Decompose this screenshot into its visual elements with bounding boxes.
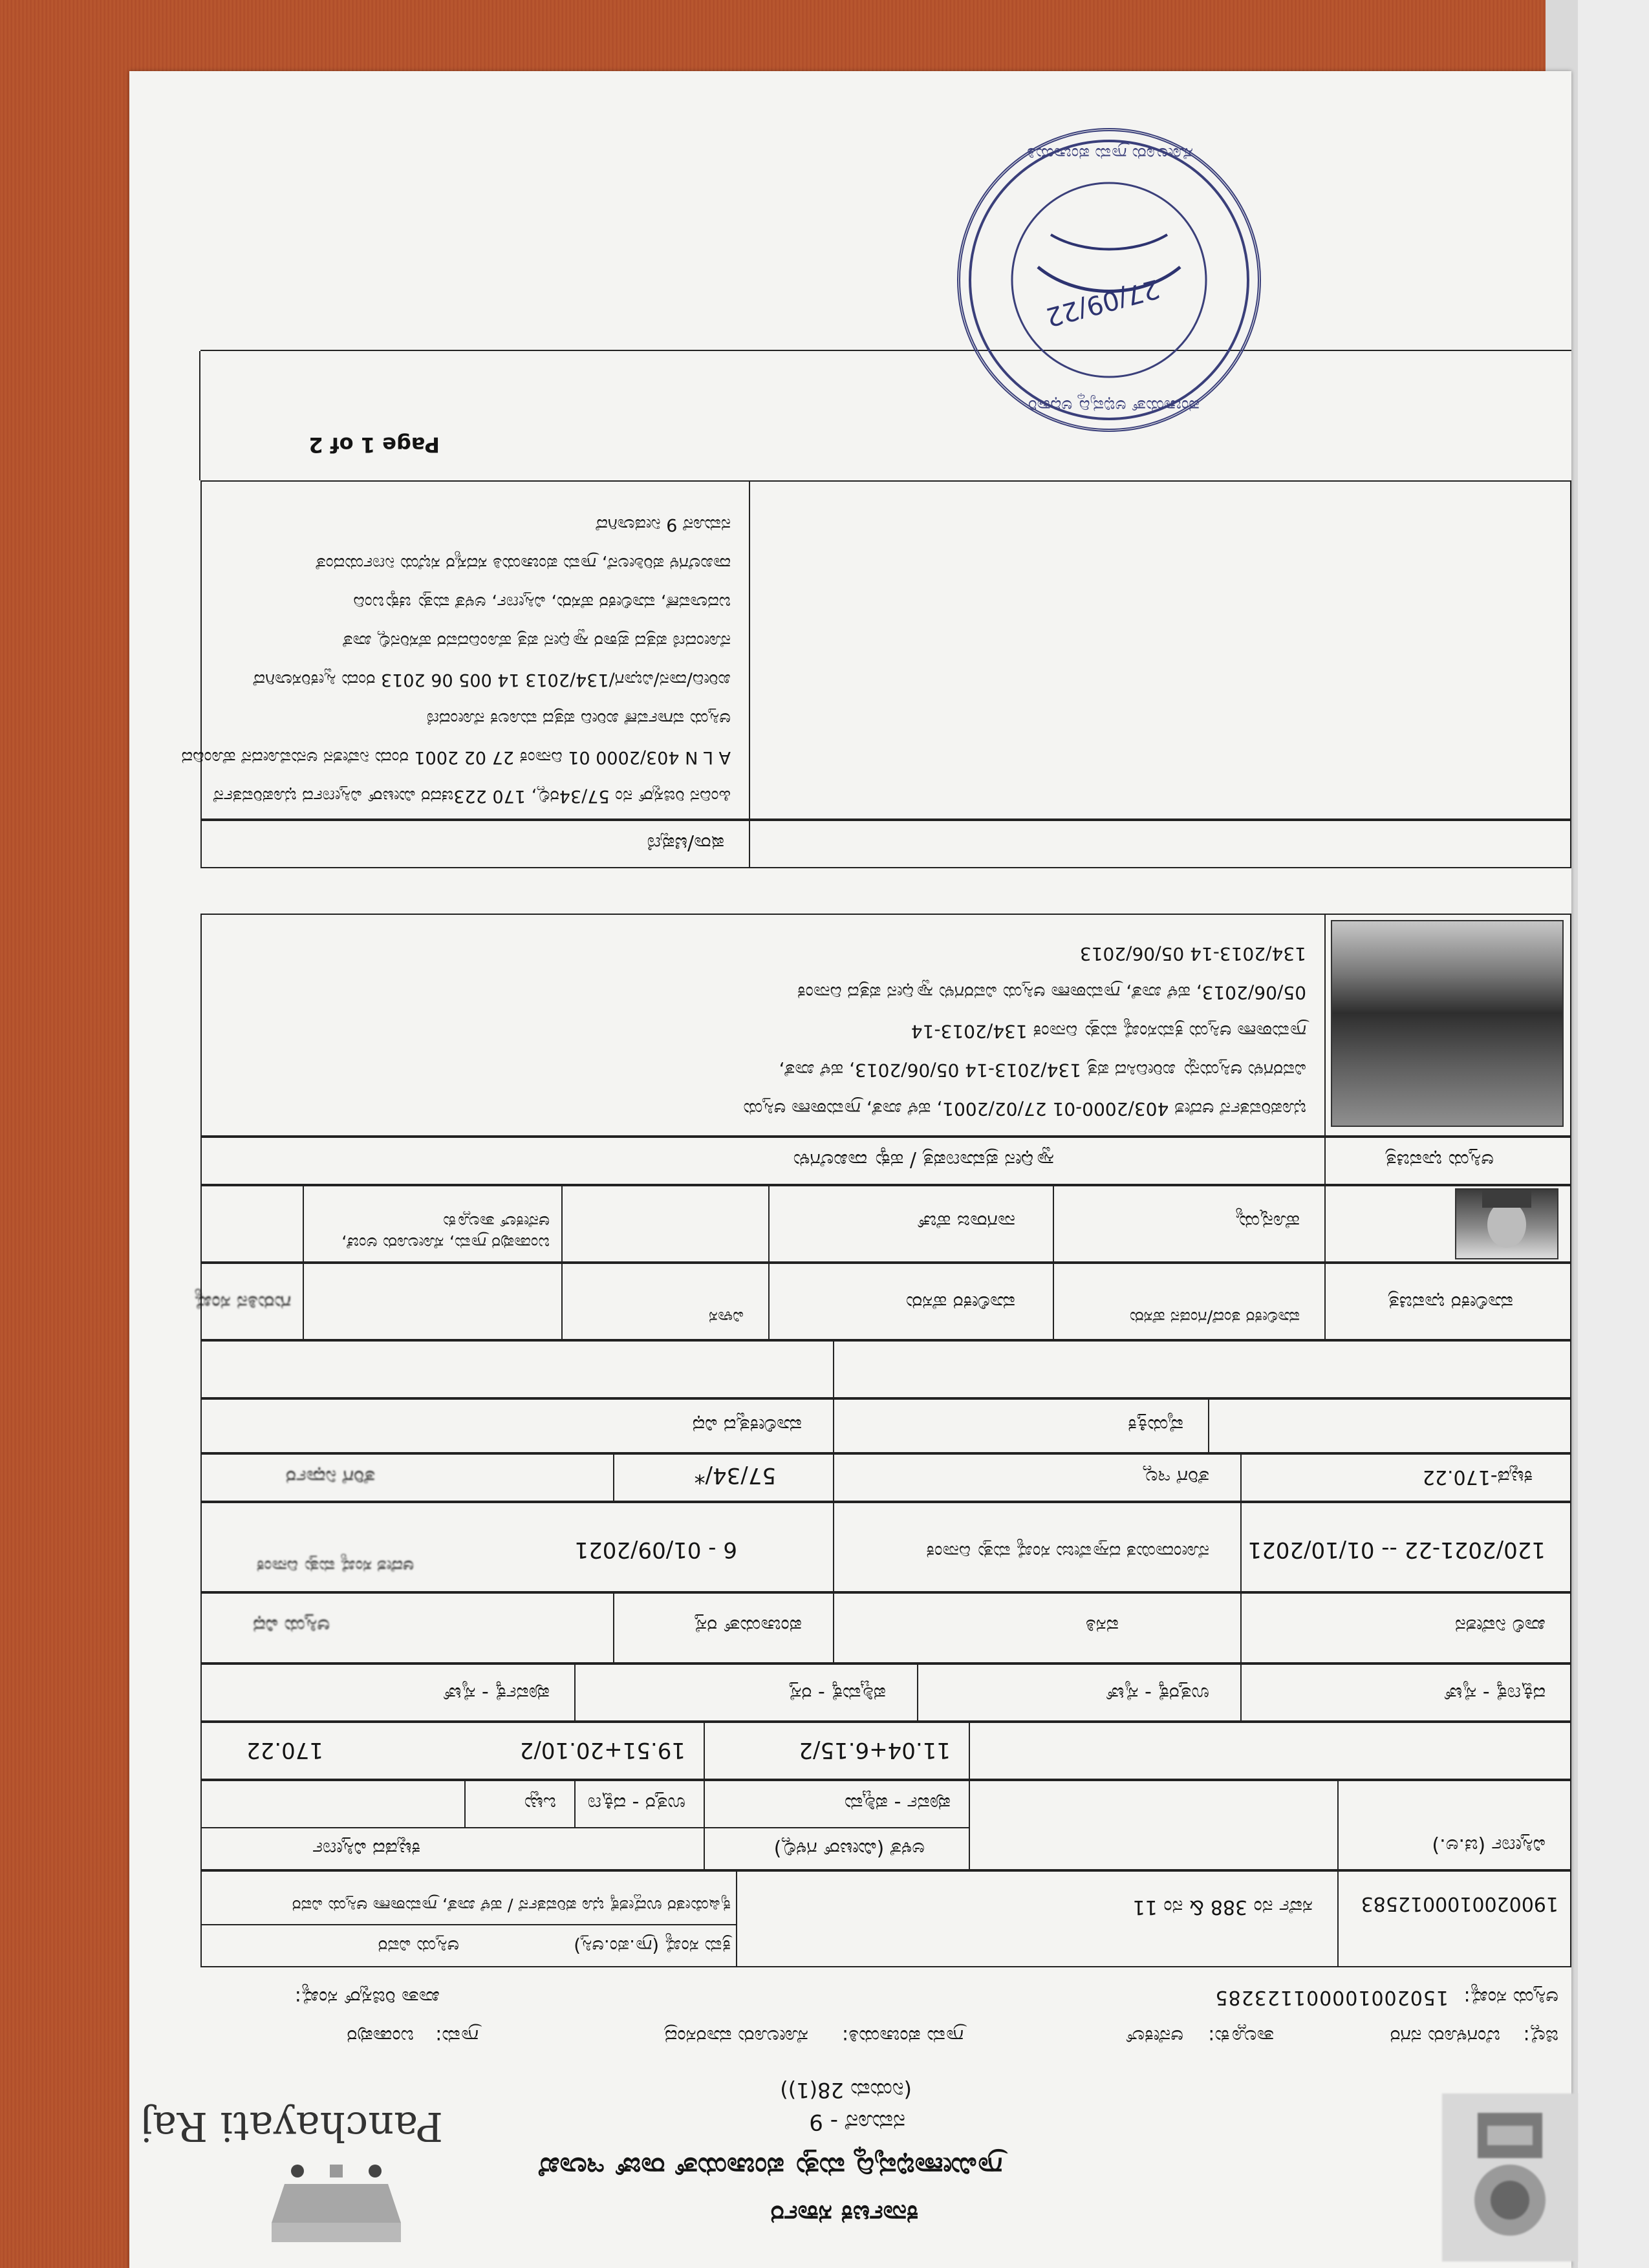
owner-address-header: ವಿಳಾಸ — [709, 1307, 744, 1327]
table-row-boundaries — [200, 1664, 1571, 1722]
table-row-owner-header — [200, 1263, 1571, 1340]
taluk-label: ತಾಲ್ಲೂಕು: — [1208, 2025, 1274, 2048]
property-name-header: ಆಸ್ತಿಯ ವಿವರ — [378, 1936, 459, 1957]
table-row-property-type — [200, 1592, 1571, 1664]
owner-photo — [1455, 1188, 1558, 1259]
register-label: ಖಾತಾ ರಿಜಿಸ್ಟರ್ ಸಂಖ್ಯೆ: — [294, 1986, 440, 2009]
panchayati-raj-text: Panchayati Raj — [140, 2103, 443, 2150]
ew-header: ಪೂರ್ವ - ಪಶ್ಚಿಮ — [844, 1792, 951, 1815]
owner-address-value: ಬಂಡಾಪುರ ಗ್ರಾಮ, ಸೋಲೂರು ಅಂಚೆ, ಆನೇಕಲ್ ತಾಲ್ಲೂಕು — [341, 1212, 550, 1252]
area-sqft-header: ವಿಸ್ತೀರ್ಣ (ಚ.ಅ.) — [1432, 1834, 1546, 1857]
built-area-header: ಕಟ್ಟಡದ ವಿಸ್ತೀರ್ಣ — [312, 1837, 420, 1860]
land-area-value: ಕಟ್ಟಡ-170.22 — [1422, 1466, 1533, 1488]
doc-header: ಸ್ವಾಧೀನ ಪ್ರಮಾಣಪತ್ರ / ಹಕ್ಕು ದಾಖಲೆಗಳು — [793, 1149, 1054, 1171]
remarks-line-2: A L N 403/2000 01 ದಿನಾಂಕ 27 02 2001 ರಂದು ನಿವೇಶನ ಅನುಮೋದನೆ ಹೊಂದಿದ — [181, 747, 731, 767]
ownership-header: ಮಾಲೀಕತ್ವದ ವಿಧ — [692, 1414, 802, 1437]
table-row-blank — [200, 1340, 1571, 1398]
form-rule: (ನಿಯಮ 28(1)) — [780, 2078, 912, 2102]
north-boundary: ಉತ್ತರಕ್ಕೆ - ಸೈಟ್ — [1105, 1682, 1209, 1705]
total-header: ಒಟ್ಟು — [523, 1792, 556, 1815]
remarks-line-8: ನಮೂನೆ 9 ನೀಡಲಾಗಿದೆ — [596, 515, 731, 535]
remarks-line-4: ಖರೀದಿ/ದಾನ/ವಿಭಾಗ/134/2013 14 005 06 2013 ರಂದು ಸ್ವೀಕರಿಸಲಾಗಿದೆ — [253, 670, 731, 690]
property-photo — [1331, 920, 1564, 1127]
east-boundary: ಪೂರ್ವಕ್ಕೆ - ಸೈಟ್ — [442, 1682, 550, 1705]
id-header: ಗುರುತಿನ ಸಂಖ್ಯೆ — [194, 1291, 291, 1314]
doc-line-3: ಗ್ರಾಮಠಾಣಾ ಆಸ್ತಿಯ ಕ್ರಮಸಂಖ್ಯೆ ಮತ್ತು ದಿನಾಂಕ 134/2013-14 — [911, 1021, 1306, 1042]
seal-line-2: ಸೋಲೂರು ಗ್ರಾಮ ಪಂಚಾಯತಿ — [1027, 144, 1193, 163]
doc-line-2: ವಿವರಗಳು ಆಸ್ತಿಯನ್ನು ಖರೀದಿಸಿದ ಪತ್ರ 134/2013-14 05/06/2013, ಹಳೆ ಖಾತೆ, — [779, 1060, 1306, 1081]
south-boundary: ದಕ್ಷಿಣಕ್ಕೆ - ಸೈಟ್ — [1443, 1682, 1546, 1705]
emblem-icon — [1442, 2093, 1578, 2262]
doc-line-1: ಭೂಪರಿವರ್ತನೆ ಆದೇಶ 403/2000-01 27/02/2001, ಹಳೆ ಖಾತೆ, ಗ್ರಾಮಠಾಣಾ ಆಸ್ತಿಯ — [743, 1098, 1306, 1120]
dept-title: ಗ್ರಾಮೀಣಾಭಿವೃದ್ಧಿ ಮತ್ತು ಪಂಚಾಯತ್ ರಾಜ್ ಇಲಾಖೆ — [539, 2152, 1002, 2183]
official-seal — [957, 128, 1261, 432]
registry-doc-header: ನೋಂದಾಯಿತ ದಸ್ತಾವೇಜು ಸಂಖ್ಯೆ ಮತ್ತು ದಿನಾಂಕ — [926, 1541, 1209, 1563]
form-number: ನಮೂನೆ - 9 — [809, 2109, 905, 2135]
doc-line-4: 05/06/2013, ಹಳೆ ಖಾತೆ, ಗ್ರಾಮಠಾಣಾ ಆಸ್ತಿಯ ವಿವರಗಳು ಸ್ವಾಧೀನ ಪತ್ರದ ದಿನಾಂಕ — [797, 982, 1306, 1003]
table-row-remarks-header — [200, 820, 1571, 868]
ownership-value: ವೈಯಕ್ತಿಕ — [1128, 1414, 1183, 1437]
govt-title: ಕರ್ನಾಟಕ ಸರ್ಕಾರ — [770, 2199, 918, 2229]
land-number-value: 57/34/* — [694, 1462, 776, 1488]
remarks-line-5: ನೋಂದಣಿ ಪತ್ರದ ಪ್ರಕಾರ ಸ್ವಾಧೀನ ಪತ್ರ ಹೊಂದಿದವರ ಹೆಸರಿನಲ್ಲಿ ಖಾತೆ — [343, 631, 731, 651]
property-description: ಕೃಷಿಯೇತರ ಉದ್ದೇಶಕ್ಕೆ ಭೂ ಪರಿವರ್ತನೆ / ಹಳೆ ಖಾತೆ, ಗ್ರಾಮಠಾಣಾ ಆಸ್ತಿಯ ವಿವರ — [292, 1896, 731, 1915]
footer-rule — [200, 350, 1571, 351]
property-no-header: ಕ್ರಮ ಸಂಖ್ಯೆ (ಗ್ರಾ.ಪಂ.ಆಸ್ತಿ) — [574, 1936, 731, 1957]
gp-value: ಸೋಲೂರು ಮಾರಸಂದ್ರ — [663, 2025, 808, 2048]
prop-photo-header: ಆಸ್ತಿಯ ಭಾವಚಿತ್ರ — [1385, 1149, 1494, 1171]
remarks-header: ಷರಾ/ಟಿಪ್ಪಣಿ — [647, 832, 724, 855]
doc-line-5: 134/2013-14 05/06/2013 — [1079, 943, 1306, 965]
village-label: ಗ್ರಾಮ: — [435, 2025, 479, 2048]
road-value: ಪಂಚಾಯತ್ ರಸ್ತೆ — [694, 1614, 802, 1637]
order-header: ಆದೇಶ ಸಂಖ್ಯೆ ಮತ್ತು ದಿನಾಂಕ — [256, 1556, 414, 1576]
form-9-document — [129, 71, 1571, 2268]
area-value: 170.22 — [246, 1737, 323, 1763]
property-id-label: ಆಸ್ತಿಯ ಸಂಖ್ಯೆ: — [1463, 1986, 1558, 2009]
seal-date: 27/09/22 — [1042, 273, 1163, 332]
owner-name-value: ನಾಗರಾಜ ಹೆಚ್ — [917, 1210, 1015, 1233]
usage-value: ವಸತಿ — [1085, 1614, 1119, 1637]
remarks-line-1: ಹಿಂದಿನ ರಿಜಿಸ್ಟರ್ ನಂ 57/34ರಲ್ಲಿ, 170 223ಚದರ ಮೀಟರ್ ವಿಸ್ತೀರ್ಣದ ಭೂಪರಿವರ್ತನೆ — [213, 786, 731, 806]
tax-header: ತೆರಿಗೆ ನಿರ್ಧಾರ — [286, 1466, 375, 1488]
table-row-land-number — [200, 1453, 1571, 1502]
order-1: 6 - 01/09/2021 — [574, 1537, 737, 1563]
district-label: ಜಿಲ್ಲೆ: — [1523, 2025, 1558, 2048]
ew-value: 19.51+20.10/2 — [519, 1737, 685, 1763]
owner-father-header: ಮಾಲೀಕರ ತಂದೆ/ಗಂಡನ ಹೆಸರು — [1129, 1307, 1300, 1327]
page-number: Page 1 of 2 — [308, 433, 440, 457]
remarks-line-3: ಆಸ್ತಿಯ ವರ್ಗಾವಣೆ ಖರೀದಿ ಪತ್ರದ ಮೂಲಕ ನೋಂದಣಿ — [426, 709, 731, 729]
ns-header: ಉತ್ತರ - ದಕ್ಷಿಣ — [587, 1792, 685, 1815]
taluk-value: ಆನೇಕಲ್ — [1126, 2025, 1183, 2048]
property-type-value: ಖಾಲಿ ನಿವೇಶನ — [1455, 1614, 1546, 1637]
survey-number: ಸರ್ವೆ ನಂ 388 & ನಂ 11 — [1132, 1896, 1313, 1918]
village-value: ಬಂಡಾಪುರ — [347, 2025, 414, 2048]
owner-name-header: ಮಾಲೀಕರ ಹೆಸರು — [905, 1291, 1015, 1314]
property-type-header: ಆಸ್ತಿಯ ವಿಧ — [253, 1614, 330, 1637]
table-row-ownership — [200, 1398, 1571, 1453]
owner-father-value: ಹೊನ್ನಯ್ಯ — [1236, 1210, 1300, 1233]
gp-label: ಗ್ರಾಮ ಪಂಚಾಯತಿ: — [842, 2025, 964, 2048]
owner-photo-header: ಮಾಲೀಕರ ಭಾವಚಿತ್ರ — [1388, 1291, 1513, 1314]
remarks-line-6: ಬದಲಾವಣೆ, ಮಾಲೀಕರ ಹೆಸರು, ವಿಸ್ತೀರ್ಣ, ಅಳತೆ ಮತ್ತು ಚಕ್ಕುಬಂದಿ — [353, 592, 731, 612]
west-boundary: ಪಶ್ಚಿಮಕ್ಕೆ - ರಸ್ತೆ — [788, 1682, 886, 1705]
property-id-value: 150200100001123285 — [1214, 1986, 1449, 2009]
remarks-line-7: ದಾಖಲೆಗಳ ಪರಿಶೀಲನೆ, ಗ್ರಾಮ ಪಂಚಾಯತಿ ಸದಸ್ಯರ ಸಭೆಯ ನಿರ್ಣಯದಂತೆ — [316, 553, 731, 573]
tax-value: ತೆರಿಗೆ ಇಲ್ಲ — [1143, 1466, 1209, 1488]
district-value: ಬೆಂಗಳೂರು ನಗರ — [1390, 2025, 1500, 2048]
adjacent-page — [1578, 0, 1649, 2268]
property-old-no: 1900200100012583 — [1361, 1892, 1558, 1915]
order-2: 120/2021-22 -- 01/10/2021 — [1247, 1537, 1546, 1563]
ns-value: 11.04+6.15/2 — [799, 1737, 951, 1763]
area-m-header: ಅಳತೆ (ಮೀಟರ್ ಗಳಲ್ಲಿ) — [773, 1837, 925, 1860]
seal-line-1: ಪಂಚಾಯತ್ ಅಭಿವೃದ್ಧಿ ಅಧಿಕಾರಿ — [1028, 396, 1200, 415]
